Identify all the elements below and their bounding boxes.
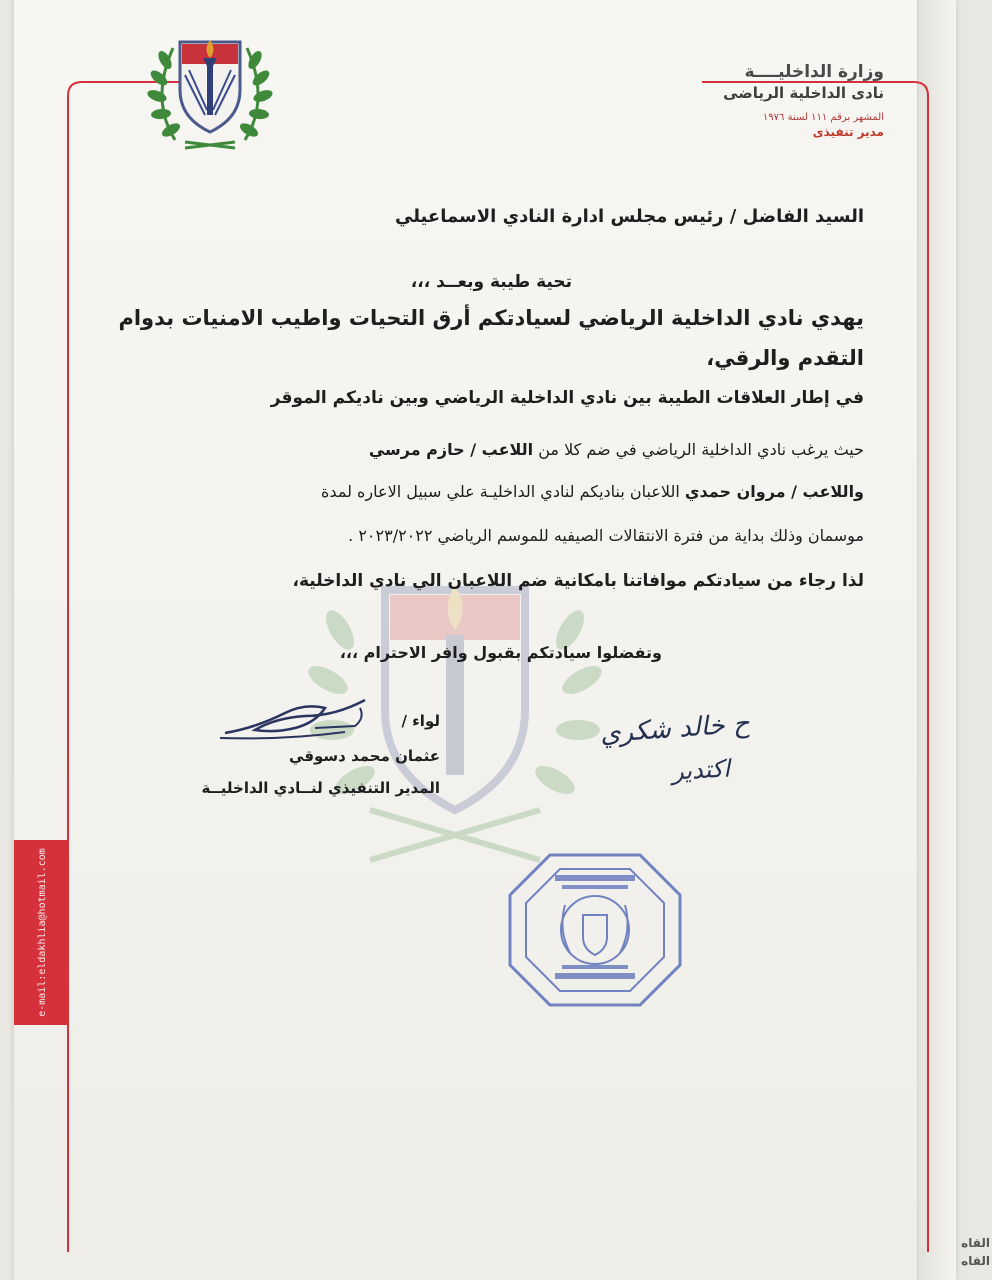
paragraph-5: موسمان وذلك بداية من فترة الانتقالات الصيفيه للموسم الرياضي ٢٠٢٣/٢٠٢٢ . bbox=[348, 526, 864, 545]
side-email-text: e-mail:eldakhlia@hotmail.com bbox=[36, 848, 48, 1017]
paragraph-1-line-1: يهدي نادي الداخلية الرياضي لسيادتكم أرق التحيات واطيب الامنيات بدوام bbox=[118, 306, 864, 330]
paragraph-3-text: حيث يرغب نادي الداخلية الرياضي في ضم كلا من bbox=[538, 440, 864, 459]
addressee-line: السيد الفاضل / رئيس مجلس ادارة النادي الاسماعيلي bbox=[395, 206, 864, 227]
player-1-name: اللاعب / حازم مرسي bbox=[368, 440, 534, 459]
corner-text-line-2: القاه bbox=[961, 1254, 990, 1268]
club-name: نادى الداخلية الرياضى bbox=[723, 84, 884, 102]
executive-label: مدير تنفيذى bbox=[812, 125, 884, 139]
corner-text bbox=[961, 1234, 990, 1270]
greeting-line: تحية طيبة وبعــد ،،، bbox=[410, 272, 572, 292]
paragraph-4-text: اللاعبان بناديكم لنادي الداخليـة علي سبيل الاعاره لمدة bbox=[321, 482, 680, 501]
official-stamp bbox=[500, 845, 690, 1015]
paper-edge bbox=[917, 0, 956, 1280]
handwritten-line-1: ح خالد شكري bbox=[599, 708, 751, 750]
player-2-name: واللاعب / مروان حمدي bbox=[684, 482, 864, 501]
corner-text-line-1: القاه bbox=[961, 1236, 990, 1250]
club-logo bbox=[145, 30, 275, 155]
signatory-name: عثمان محمد دسوقي bbox=[289, 747, 440, 765]
paragraph-4 bbox=[321, 482, 864, 501]
closing-line: وتفضلوا سيادتكم بقبول وافر الاحترام ،،، bbox=[339, 643, 662, 662]
paragraph-6: لذا رجاء من سيادتكم موافاتنا بامكانية ضم اللاعبان الي نادي الداخلية، bbox=[292, 571, 864, 591]
ministry-name: وزارة الداخليــــة bbox=[744, 62, 884, 82]
paragraph-1-line-2: التقدم والرقي، bbox=[706, 346, 864, 370]
handwritten-line-2: اكتدير bbox=[671, 754, 731, 786]
paragraph-3 bbox=[369, 440, 864, 459]
registration-number: المشهر برقم ١١١ لسنة ١٩٧٦ bbox=[762, 112, 884, 123]
handwritten-note bbox=[560, 708, 751, 802]
letterhead-header bbox=[723, 62, 884, 139]
signatory-title: المدير التنفيذي لنــادي الداخليــة bbox=[201, 779, 440, 797]
signatory-rank: لواء / bbox=[401, 712, 440, 730]
side-email bbox=[22, 840, 62, 1025]
paragraph-2: في إطار العلاقات الطيبة بين نادي الداخلية الرياضي وبين ناديكم الموقر bbox=[270, 388, 864, 408]
handwritten-signature bbox=[215, 688, 375, 748]
